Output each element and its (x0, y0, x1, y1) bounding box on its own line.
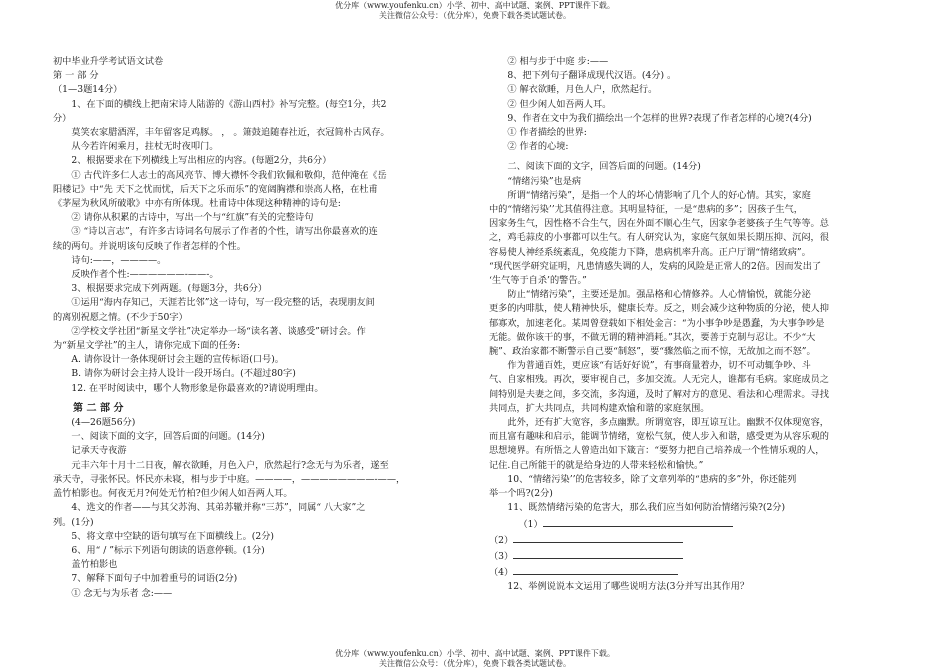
q2-text: 2、根据要求在下列横线上写出相应的内容。(每题2分，共6分） (71, 155, 332, 167)
q11-answer-line-4[interactable] (513, 564, 678, 575)
part-one-range: （1—3题14分） (53, 84, 123, 96)
q4-text-cont: 列。(1分) (53, 516, 94, 528)
q11-answer-line-2[interactable] (513, 532, 683, 543)
para-4-line-1: 此外，还有扩大宽容，多点幽默。所谓宽容，即互谅互让。幽默不仅体现宽容， (507, 417, 829, 429)
section-1-title: 记承天寺夜游 (71, 445, 127, 457)
section-1-para-3: 盖竹柏影也。何夜无月?何处无竹柏?但少闲人如吾两人耳。 (53, 488, 293, 500)
part-two-heading: 第 二 部 分 (73, 402, 124, 414)
exam-title: 初中毕业升学考试语文试卷 (53, 56, 164, 67)
q8-text: 8、把下列句子翻译成现代汉语。(4分) 。 (507, 70, 677, 82)
q11-answer-line-1[interactable] (543, 516, 733, 527)
q5-text: 5、将文章中空缺的语句填写在下面横线上。(2分) (71, 530, 274, 542)
q12-left: 12. 在平时阅读中，哪个人物形象是你最喜欢的?请说明理由。 (71, 382, 324, 394)
q2-item-1-cont2: 《茅屋为秋风所破歌》中亦有所体现。杜甫诗中体现这种精神的诗句是: (53, 198, 341, 210)
para-3-line-2: 气、自家相残。再次，要审视自己，多加交流。人无完人，谁都有毛病。家庭成员之 (489, 374, 829, 386)
q11-answer-line-3[interactable] (513, 548, 683, 559)
q7-item-2: ② 相与步于中庭 步:—— (507, 56, 609, 67)
q2-item-3-cont: 续的两句。并说明该句反映了作者怎样的个性。 (53, 240, 246, 252)
q11-answer-row-1 (489, 516, 919, 532)
section-1-para-1: 元丰六年十月十二日夜，解衣欲睡，月色入户，欣然起行?念无与为乐者，遂至 (71, 459, 389, 471)
q2-item-3: ③ “诗以言志”，有许多古诗词名句展示了作者的个性，请写出你最喜欢的连 (71, 226, 378, 238)
footer-line-1: 优分库（www.youfenku.cn）小学、初中、高中试题、案例、PPT课件下载。 (335, 649, 615, 658)
q3-text: 3、根据要求完成下列两题。(每题3分，共6分） (71, 283, 268, 295)
q11-answer-number-2: （2） (489, 534, 514, 546)
page-footer (0, 649, 950, 669)
header-line-1: 优分库（www.youfenku.cn）小学、初中、高中试题、案例、PPT课件下载。 (335, 1, 615, 10)
q2-item-1: ① 古代许多仁人志士的高风亮节、博大襟怀令我们钦佩和敬仰，范仲淹在《岳 (71, 169, 387, 181)
para-1-line-3: 因家务生气，因性格不合生气，因在外面不顺心生气，因家争老婆孩子生气等等。总 (489, 218, 829, 230)
q3-item-1-cont: 的离别祝愿之情。(不少于50字） (53, 311, 188, 323)
q10-text: 10、“情绪污染’’的危害较多，除了文章列举的“患病的多”外，你还能列 (507, 473, 797, 485)
q3-task-a: A. 请你设计一条体现研讨会主题的宣传标语(口号)。 (71, 354, 284, 366)
q1-poem-line-1: 莫笑农家腊酒浑，丰年留客足鸡豚。 ， 。箫鼓追随春社近，衣冠简朴古风存。 (71, 127, 390, 139)
q2-item-3-personality: 反映作者个性:——————-——-。 (71, 269, 219, 281)
para-2-line-3: 郁寡欢，加速老化。某周曾登载如下相处金言：“为小事争吵是愚蠢，为大事争吵是 (489, 317, 825, 329)
q2-item-2: ② 请你从积累的古诗中，写出一个与“红旗”有关的完整诗句 (71, 212, 314, 224)
para-3-line-3: 间特别是夫妻之间，多交流，多沟通，及时了解对方的意见、看法和心理需求。寻找 (489, 388, 829, 400)
para-1-line-1: 所谓“情绪污染”，是指一个人的坏心情影响了几个人的好心情。其实，家庭 (507, 189, 811, 201)
q9-item-2: ② 作者的心境: (507, 141, 569, 153)
q2-item-3-verse: 诗句:——，————。 (71, 254, 167, 266)
q6-text: 6、用“ / ”标示下列语句朗读的语意停顿。(1分) (71, 544, 265, 556)
para-1-line-4: 之，鸡毛蒜皮的小事都可以生气。有人研究认为，家庭气氛如果长期压抑、沉闷，很 (489, 232, 829, 244)
left-column (53, 55, 471, 601)
para-4-line-4: 记住.自己所能干的就是给身边的人带来轻松和愉快。” (489, 459, 704, 471)
para-3-line-1: 作为普通百姓，更应该“有话好好说”，有事商量着办，切不可动辄争吵、斗 (507, 360, 811, 372)
q3-item-2-cont: 为“新星文学社”的主人，请你完成下面的任务: (53, 340, 241, 352)
para-2-line-2: 更多的内啡肽，使人精神快乐，健康长寿。反之，则会减少这种物质的分泌，使人抑 (489, 303, 829, 315)
q2-item-1-cont: 阳楼记》中“先 天下之忧而忧，后天下之乐而乐”的宽阔胸襟和崇高人格，在杜甫 (53, 183, 378, 195)
para-4-line-2: 而且富有趣味和启示，能调节情绪，宽松气氛，使人步入和谐，感受更为从容乐观的 (489, 431, 829, 443)
q8-item-1: ① 解衣欲睡，月色人户，欣然起行。 (507, 84, 658, 96)
q11-answer-number-3: （3） (489, 550, 514, 562)
q3-item-1: ①运用“海内存知己，天涯若比邻”这一诗句，写一段完整的话，表现朋友间 (71, 297, 375, 309)
para-1-line-6: “现代医学研究证明，凡患情感失调的人，发病的风险是正常人的2倍。因而发出了 (489, 260, 822, 272)
q11-answer-row-2 (489, 532, 919, 548)
section-1-para-2: 承天寺，寻张怀民。怀民亦未寝，相与步于中庭。————，————————-——， (53, 473, 406, 485)
para-4-line-3: 思想境界。有所悟之人曾造出如下箴言：“要努力把自己培养成一个性情乐观的人， (489, 445, 825, 457)
right-column (489, 55, 919, 595)
para-3-line-4: 共同点，扩大共同点，共同构建欢愉和谐的家庭氛围。 (489, 402, 710, 414)
q12-right: 12、举例说说本文运用了哪些说明方法(3分并写出其作用？ (507, 581, 750, 593)
para-2-line-1: 防止“情绪污染”，主要还是加。强品格和心情修养。人心情愉悦，就能分泌 (507, 289, 811, 301)
q1-poem-line-2: 从今若许闲乘月，拄杖无时夜叩门。 (71, 141, 219, 153)
q3-task-b: B. 请你为研讨会主持人设计一段开场白。(不超过80字) (71, 368, 296, 380)
q11-answer-row-4 (489, 564, 919, 580)
section-2-instruction: 二、阅读下面的文字，回答后面的问题。(14分) (507, 161, 701, 173)
q11-answer-number-4: （4） (489, 567, 514, 579)
q3-item-2: ②学校文学社团“新星文学社”决定举办一场“读名著、谈感受”研讨会。作 (71, 325, 366, 337)
q11-answer-row-3 (489, 548, 919, 564)
q4-text: 4、选文的作者——与其父苏洵、其弟苏辙并称“三苏”，同属“ 八大家”之 (71, 502, 366, 514)
q7-text: 7、解释下面句子中加着重号的词语(2分) (71, 573, 238, 585)
page-header (0, 1, 950, 21)
section-2-title: “情绪污染”也是病 (507, 175, 582, 187)
q1-text: 1、在下面的横线上把南宋诗人陆游的《游山西村》补写完整。(每空1分，共2 (71, 98, 387, 110)
para-1-line-5: 容易使人神经系统紊乱，免疫能力下降，患病机率升高。正户厅谓“情绪致病”。 (489, 246, 811, 258)
q11-answer-number-1: （1） (518, 518, 543, 530)
q9-text: 9、作者在文中为我们描绘出一个怎样的世界?表现了作者怎样的心境?(4分) (507, 112, 812, 124)
footer-line-2: 关注微信公众号：（优分库），免费下载各类试题试卷。 (379, 659, 571, 668)
para-2-line-5: 腕”、政治家都不断警示自己要“制怒”，要“骤然临之而不惊，无故加之而不怒”。 (489, 346, 816, 358)
part-one-heading: 第 一 部 分 (53, 70, 99, 82)
q10-text-cont: 举一个吗?(2分) (489, 488, 553, 500)
q9-item-1: ① 作者描绘的世界: (507, 127, 587, 139)
q6-line: 盖竹柏影也 (71, 559, 118, 571)
part-two-range: (4—26题56分) (71, 417, 136, 429)
q1-text-cont: 分） (53, 112, 72, 124)
q8-item-2: ② 但少闲人如吾两人耳。 (507, 98, 612, 110)
q11-text: 11、既然情绪污染的危害大，那么我们应当如何防治情绪污染?(2分) (507, 502, 786, 514)
para-2-line-4: 无能。做你该干的事，不做无谓的精神消耗。”其次，要善于克制与忍让。不少“大 (489, 331, 816, 343)
q7-item-1: ① 念无与为乐者 念:—— (71, 587, 173, 599)
para-1-line-2: 中的“情绪污染’’尤其值得注意。其明显特征，一是“患病的多”；因孩子生气， (489, 204, 803, 216)
para-1-line-7: ‘生气等于自杀’的警告。” (489, 275, 587, 287)
section-1-instruction: 一、阅读下面的文字，回答后面的问题。(14分) (71, 431, 265, 443)
header-line-2: 关注微信公众号：（优分库），免费下载各类试题试卷。 (379, 11, 571, 20)
